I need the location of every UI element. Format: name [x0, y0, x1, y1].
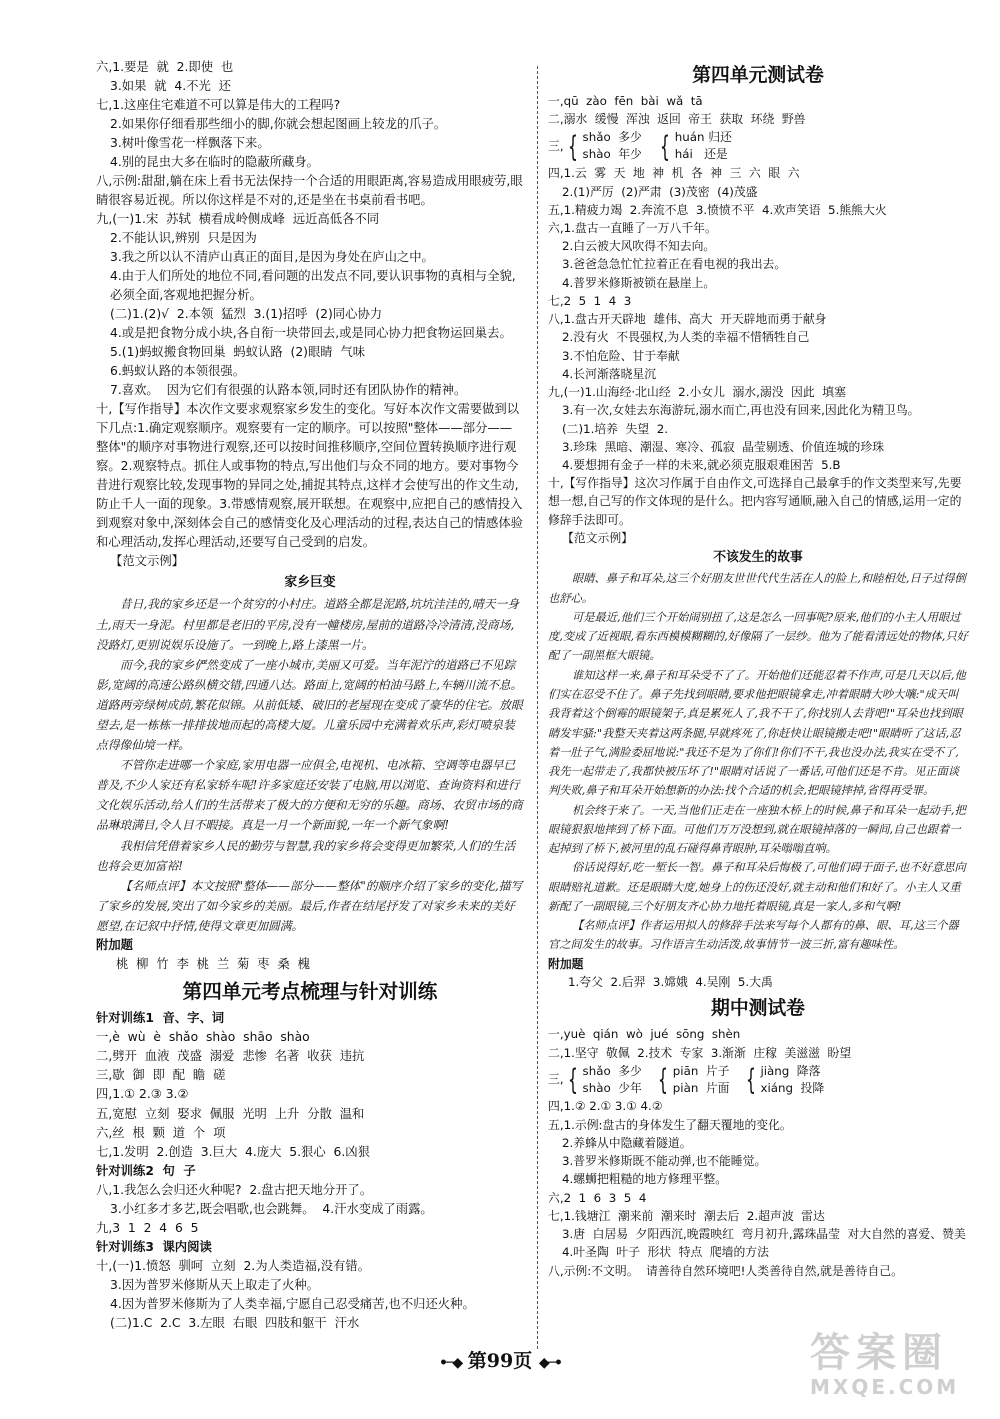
brace-group-5	[760, 1063, 824, 1097]
answer-line: 附加题	[548, 956, 584, 971]
answer-line: 七,1.发明 2.创造 3.巨大 4.庞大 5.狠心 6.凶狠	[96, 1144, 370, 1159]
essay-paragraph: 【名师点评】本文按照"整体——部分——整体"的顺序介绍了家乡的变化,描写了家乡的发展,突出了如今家乡的美丽。最后,作者在结尾抒发了对家乡未来的美好愿望,在记叙中抒情,使得文章更加圆满。	[96, 878, 523, 933]
answer-line: 3.唐 白居易 夕阳西沉,晚霞映红 弯月初升,露珠晶莹 对大自然的喜爱、赞美	[562, 1227, 966, 1242]
answer-line: 八,1.盘古开天辟地 雄伟、高大 开天辟地而勇于献身	[548, 312, 827, 327]
answer-line: 一,yuè qián wò jué sōng shèn	[548, 1027, 741, 1042]
answer-line: (二)1.C 2.C 3.左眼 右眼 四肢和躯干 汗水	[110, 1315, 360, 1330]
brace-symbol: {	[745, 1062, 756, 1096]
answer-line: 2.(1)严厉 (2)严肃 (3)茂密 (4)茂盛	[562, 184, 758, 199]
answer-line: 4.普罗米修斯被锁在悬崖上。	[562, 275, 716, 290]
answer-line: 六,2 1 6 3 5 4	[548, 1190, 647, 1205]
brace-group-1	[583, 129, 642, 163]
brace-line: shào 少年	[582, 1080, 642, 1095]
answer-line: 5.(1)蚂蚁搬食物回巢 蚂蚁认路 (2)眼睛 气味	[110, 345, 366, 360]
column-divider	[537, 66, 538, 1349]
answer-line: 六,丝 根 颗 道 个 项	[96, 1125, 226, 1140]
pinyin-brace-row-2	[548, 1062, 968, 1098]
left-answers-block	[96, 58, 524, 571]
brace-line: piàn 片面	[672, 1080, 730, 1095]
right-answers-block-4	[548, 1025, 968, 1061]
answer-line: 2.养蜂从中隐藏着隧道。	[562, 1135, 692, 1150]
brace-line: huán 归还	[674, 130, 732, 145]
answer-line: 四,1.云 雾 天 地 神 机 各 神 三 六 眼 六	[548, 166, 800, 181]
brace-line: hái 还是	[674, 147, 728, 162]
answer-line: 九,(一)1.宋 苏轼 横看成岭侧成峰 远近高低各不同	[96, 212, 380, 227]
answer-line: 十,【写作指导】这次习作属于自由作文,可选择自己最拿手的作文类型来写,先要想一想,自己写的作文体现的是什么。把内容写通顺,融入自己的情感,运用一定的修辞手法即可。	[548, 476, 962, 527]
answer-line: 4.或是把食物分成小块,各自衔一块带回去,或是同心协力把食物运回巢去。	[110, 326, 512, 341]
watermark-en: MXQE.COM	[810, 1375, 960, 1399]
right-answers-block-5	[548, 1097, 968, 1279]
answer-line: 2.如果你仔细看那些细小的脚,你就会想起图画上较龙的爪子。	[110, 117, 447, 132]
answer-line: 七,1.钱塘江 潮来前 潮来时 潮去后 2.超声波 雷达	[548, 1208, 825, 1223]
answer-line: 3.如果 就 4.不光 还	[110, 79, 232, 94]
brace-line: shào 年少	[582, 147, 642, 162]
answer-line: 一,è wù è shǎo shào shāo shào	[96, 1030, 310, 1045]
answer-line: 3.树叶像雪花一样飘落下来。	[110, 136, 270, 151]
essay-paragraph: 不管你走进哪一个家庭,家用电器一应俱全,电视机、电冰箱、空调等电器早已普及,不少人家还有私家轿车呢!许多家庭还安装了电脑,用以浏览、查询资料和进行文化娱乐活动,给人们的生活带来了极大的方便和无穷的乐趣。商场、农贸市场的商品琳琅满目,令人目不暇接。真是一月一个新面貌,一年一个新气象啊!	[96, 758, 523, 833]
answer-line: 十,【写作指导】本次作文要求观察家乡发生的变化。写好本次作文需要做到以下几点:1.确定观察顺序。观察要有一定的顺序。可以按照"整体——部分——整体"的顺序对事物进行观察,还可以按时间推移顺序,空间位置转换顺序进行观察。2.观察特点。抓住人或事物的特点,写出他们与众不同的地方。要对事物今昔进行观察比较,发现事物的异同之处,捕捉其特点,这样才会使写出的作文生动,防止千人一面的现象。3.带感情观察,展开联想。在观察中,应把自己的感情投入到观察对象中,深刻体会自己的感情变化及心理活动的过程,表达自己的情感体验和心理活动,发挥心理活动,还要写自己受到的启发。	[96, 402, 523, 550]
brace-prefix: 三,	[548, 139, 564, 154]
brace-group-4	[673, 1063, 730, 1097]
brace-group-3	[583, 1063, 642, 1097]
answer-line: 针对训练1 音、字、词	[96, 1011, 225, 1026]
left-section2-block	[96, 1009, 524, 1332]
answer-line: 八,示例:甜甜,躺在床上看书无法保持一个合适的用眼距离,容易造成用眼疲劳,眼睛很容易近视。所以你这样是不对的,还是坐在书桌前看书吧。	[96, 174, 523, 208]
answer-line: 4.叶圣陶 叶子 形状 特点 爬墙的方法	[562, 1245, 769, 1260]
brace-symbol: {	[567, 1062, 578, 1096]
answer-line: 七,1.这座住宅难道不可以算是伟大的工程吗?	[96, 98, 341, 113]
answer-line: 4.要想拥有金子一样的未来,就必须克服艰难困苦 5.B	[562, 458, 841, 473]
essay-body	[96, 594, 524, 936]
answer-line: 五,1.示例:盘古的身体发生了翻天覆地的变化。	[548, 1117, 792, 1132]
watermark-logo	[810, 1330, 990, 1410]
brace-line: jiàng 降落	[760, 1063, 821, 1078]
answer-line: 桃 柳 竹 李 桃 兰 菊 枣 桑 槐	[116, 957, 310, 972]
page-number-text: 第99页	[467, 1350, 533, 1372]
answer-line: 一,qū zào fēn bài wǎ tā	[548, 94, 703, 109]
essay-paragraph: 昔日,我的家乡还是一个贫穷的小村庄。道路全都是泥路,坑坑洼洼的,晴天一身土,雨天一身泥。村里都是老旧的平房,没有一幢楼房,屋前的道路冷冷清清,没商场,没路灯,更别说娱乐设施了。一到晚上,路上漆黑一片。	[96, 597, 519, 652]
essay-paragraph: 我相信凭借着家乡人民的勤劳与智慧,我的家乡将会变得更加繁荣,人们的生活也将会更加富裕!	[96, 838, 516, 873]
essay-paragraph: 机会终于来了。一天,当他们正走在一座独木桥上的时候,鼻子和耳朵一起动手,把眼镜狠狠地摔到了桥下面。可他们万万没想到,就在眼镜掉落的一瞬间,自己也跟着一起掉到了桥下,被河里的乱石碰得鼻青眼肿,耳朵嗡嗡直响。	[548, 803, 966, 856]
right-answers-block-2	[548, 164, 968, 547]
answer-line: 【范文示例】	[110, 554, 184, 569]
answer-line: 八,1.我怎么会归还火种呢? 2.盘古把天地分开了。	[96, 1182, 373, 1197]
answer-line: 四,1.① 2.③ 3.②	[96, 1087, 189, 1102]
answer-line: 2.白云被大风吹得不知去向。	[562, 239, 716, 254]
answer-line: 九,3 1 2 4 6 5	[96, 1220, 199, 1235]
essay-paragraph: 俗话说得好,吃一堑长一智。鼻子和耳朵后悔极了,可他们碍于面子,也不好意思向眼睛赔礼道歉。还是眼睛大度,她身上的伤还没好,就主动和他们和好了。小主人又重新配了一副眼镜,三个好朋友齐心协力地托着眼镜,真是一家人,多和气啊!	[548, 861, 966, 913]
brace-symbol: {	[567, 129, 578, 163]
footer-ornament-left: •─◆	[438, 1355, 462, 1371]
answer-line: 二,1.坚守 敬佩 2.技术 专家 3.渐渐 庄稼 美滋滋 盼望	[548, 1045, 852, 1060]
unit-test-title: 第四单元测试卷	[692, 64, 824, 86]
right-answers-block-1	[548, 92, 968, 128]
answer-line: 二,劈开 血液 茂盛 溺爱 悲惨 名著 收获 违抗	[96, 1049, 365, 1064]
answer-line: 3.我之所以认不清庐山真正的面目,是因为身处在庐山之中。	[110, 250, 434, 265]
answer-line: 五,宽慰 立刻 娶求 佩服 光明 上升 分散 温和	[96, 1106, 365, 1121]
watermark-cn: 答案圈	[810, 1329, 948, 1376]
answer-line: 4.由于人们所处的地位不同,看问题的出发点不同,要认识事物的真相与全貌,必须全面,客观地把握分析。	[110, 269, 516, 303]
answer-line: 八,示例:不文明。 请善待自然环境吧!人类善待自然,就是善待自己。	[548, 1263, 903, 1278]
answer-line: (二)1.(2)√ 2.本领 猛烈 3.(1)招呼 (2)同心协力	[110, 307, 383, 322]
left-column	[96, 58, 524, 1333]
essay-paragraph: 而今,我的家乡俨然变成了一座小城市,美丽又可爱。当年泥泞的道路已不见踪影,宽阔的高速公路纵横交错,四通八达。路面上,宽阔的柏油马路上,车辆川流不息。道路两旁绿树成荫,繁花似锦。从前低矮、破旧的老屋现在变成了豪华的住宅。放眼望去,是一栋栋一排排拔地而起的高楼大厦。儿童乐园中充满着欢乐声,彩灯喷泉装点得像仙境一样。	[96, 657, 523, 753]
answer-line: 3.有一次,女娃去东海游玩,溺水而亡,再也没有回来,因此化为精卫鸟。	[562, 403, 920, 418]
answer-line: 七,2 5 1 4 3	[548, 293, 632, 308]
brace-prefix: 三,	[548, 1072, 564, 1087]
essay-body	[548, 569, 968, 954]
left-extra-block	[96, 936, 524, 974]
answer-line: 3.小红多才多艺,既会唱歌,也会跳舞。 4.汗水变成了雨露。	[110, 1201, 433, 1216]
answer-line: 【范文示例】	[562, 530, 633, 545]
footer-ornament-right: ◆─•	[538, 1355, 561, 1371]
answer-line: 6.蚂蚁认路的本领很强。	[110, 364, 246, 379]
answer-line: 4.别的昆虫大多在临时的隐蔽所藏身。	[110, 155, 320, 170]
right-column	[548, 58, 968, 1280]
answer-line: 针对训练3 课内阅读	[96, 1239, 212, 1254]
answer-line: 九,(一)1.山海经·北山经 2.小女儿 溺水,溺没 因此 填塞	[548, 385, 846, 400]
answer-line: 7.喜欢。 因为它们有很强的认路本领,同时还有团队协作的精神。	[110, 383, 467, 398]
answer-line: 六,1.要是 就 2.即使 也	[96, 60, 234, 74]
essay-paragraph: 【名师点评】作者运用拟人的修辞手法来写每个人都有的鼻、眼、耳,这三个器官之间发生的故事。习作语言生动活泼,故事情节一波三折,富有趣味性。	[548, 919, 959, 952]
answer-line: 附加题	[96, 938, 133, 953]
answer-line: 3.普罗米修斯既不能动弹,也不能睡觉。	[562, 1154, 767, 1169]
answer-line: 3.珍珠 黑暗、潮湿、寒冷、孤寂 晶莹剔透、价值连城的珍珠	[562, 439, 885, 454]
brace-line: shǎo 多少	[582, 130, 642, 145]
answer-line: 4.螺蛳把粗糙的地方修理平整。	[562, 1172, 728, 1187]
answer-line: 2.没有火 不畏强权,为人类的幸福不惜牺牲自己	[562, 330, 810, 345]
answer-line: 四,1.② 2.① 3.① 4.②	[548, 1099, 663, 1114]
answer-line: 3.因为普罗米修斯从天上取走了火种。	[110, 1277, 320, 1292]
brace-group-2	[675, 129, 732, 163]
essay-title: 不该发生的故事	[713, 550, 803, 566]
answer-line: 4.长河渐落晓星沉	[562, 366, 657, 381]
answer-line: 五,1.精疲力竭 2.奔流不息 3.愤愤不平 4.欢声笑语 5.熊熊大火	[548, 202, 887, 217]
answer-line: 2.不能认识,辨别 只是因为	[110, 231, 257, 246]
brace-symbol: {	[659, 129, 670, 163]
answer-line: 十,(一)1.愤怒 驯呵 立刻 2.为人类造福,没有错。	[96, 1258, 371, 1273]
brace-line: xiáng 投降	[760, 1080, 825, 1095]
brace-symbol: {	[657, 1062, 668, 1096]
answer-line: 针对训练2 句 子	[96, 1163, 196, 1178]
answer-line: (二)1.培养 失望 2.	[562, 421, 668, 436]
pinyin-brace-row-1	[548, 129, 968, 165]
answer-line: 3.爸爸急急忙忙拉着正在看电视的我出去。	[562, 257, 787, 272]
answer-line: 三,歇 御 即 配 瞻 磋	[96, 1068, 226, 1083]
midterm-title: 期中测试卷	[711, 997, 805, 1020]
answer-line: 4.因为普罗米修斯为了人类幸福,宁愿自己忍受痛苦,也不归还火种。	[110, 1296, 475, 1311]
essay-paragraph: 可是最近,他们三个开始闹别扭了,这是怎么一回事呢?原来,他们的小主人用眼过度,变成了近视眼,看东西模模糊糊的,好像隔了一层纱。他为了能看清远处的物体,只好配了一副黑框大眼镜。	[548, 610, 968, 663]
answer-line: 3.不怕危险、甘于奉献	[562, 348, 680, 363]
right-extra-block	[548, 955, 968, 991]
answer-line: 二,溺水 缓慢 浑浊 返回 帝王 获取 环绕 野兽	[548, 112, 806, 127]
essay-paragraph: 谁知这样一来,鼻子和耳朵受不了了。开始他们还能忍着不作声,可是几天以后,他们实在忍受不住了。鼻子先找到眼睛,要求他把眼镜拿走,冲着眼睛大吵大嚷:"成天叫我背着这个倒霉的眼镜架子,真是累死人了,我不干了,你找别人去背吧!"耳朵也找到眼睛发牢骚:"我整天夹着这两条腿,早就疼死了,你赶快让眼镜搬走吧!"眼睛听了这话,忍着一肚子气,满脸委屈地说:"我还不是为了你们!你们不干,我也没办法,我实在受不了,我先一起带走了,我都快被压坏了!"眼睛对话说了一番话,可他们还是不肯。见正面谈判失败,鼻子和耳朵开始想新的办法:找个合适的机会,把眼镜摔掉,省得再受罪。	[548, 668, 966, 798]
brace-line: shǎo 多少	[582, 1063, 642, 1078]
essay-title: 家乡巨变	[284, 575, 336, 591]
brace-line: piān 片子	[672, 1063, 730, 1078]
essay-paragraph: 眼睛、鼻子和耳朵,这三个好朋友世世代代生活在人的脸上,和睦相处,日子过得倒也舒心。	[548, 572, 966, 605]
answer-line: 六,1.盘古一直睡了一万八千年。	[548, 220, 717, 235]
answer-line: 1.夸父 2.后羿 3.嫦娥 4.吴刚 5.大禹	[568, 974, 773, 989]
section-title: 第四单元考点梳理与针对训练	[182, 980, 438, 1004]
